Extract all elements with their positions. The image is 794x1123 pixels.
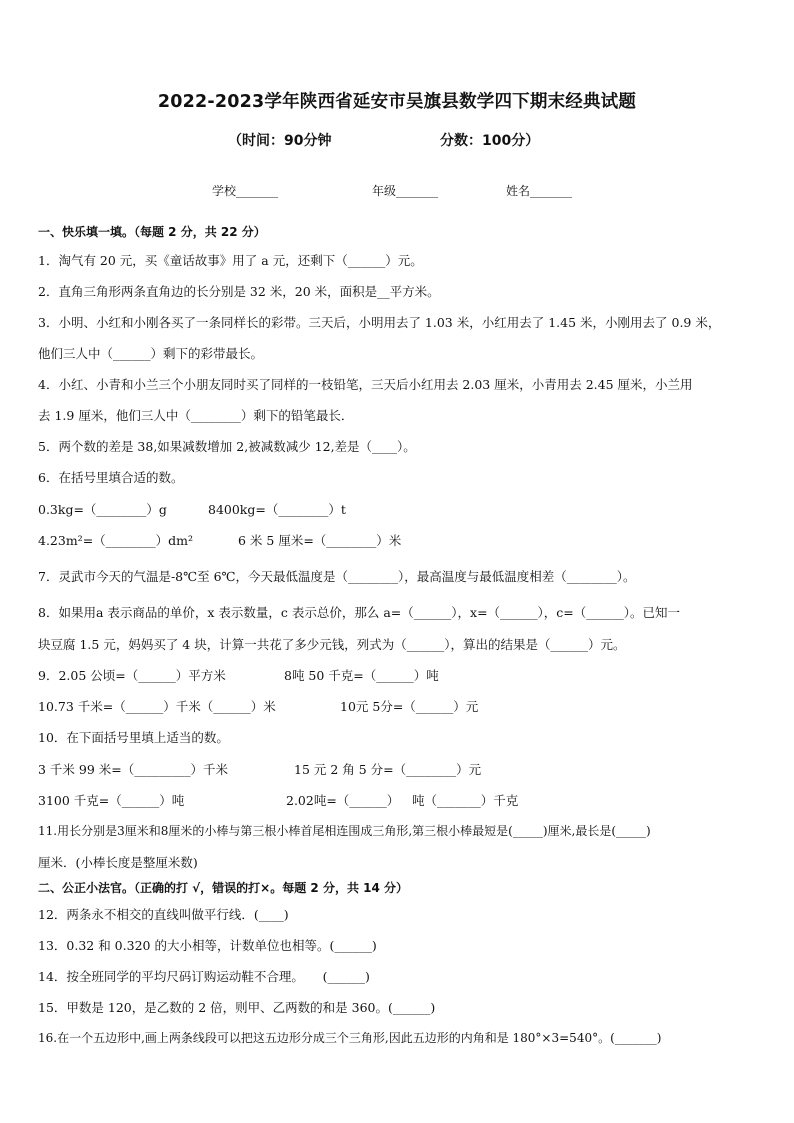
- question-14: 14．按全班同学的平均尺码订购运动鞋不合理。 (______): [38, 969, 370, 984]
- question-11-cont: 厘米．(小棒长度是整厘米数): [38, 855, 198, 870]
- question-10-item-3: 3100 千克=（______）吨: [38, 793, 185, 808]
- question-9-item-2: 8吨 50 千克=（______）吨: [284, 668, 439, 683]
- question-11: 11.用长分别是3厘米和8厘米的小棒与第三根小棒首尾相连围成三角形,第三根小棒最短是(_____)厘米,最长是(_____): [38, 824, 651, 838]
- question-7: 7．灵武市今天的气温是-8℃至 6℃，今天最低温度是（________），最高温度与最低温度相差（________）。: [38, 569, 636, 584]
- question-13: 13．0.32 和 0.320 的大小相等，计数单位也相等。(______): [38, 938, 377, 953]
- question-6-item-1: 0.3kg=（________）g: [38, 502, 167, 517]
- question-3: 3．小明、小红和小刚各买了一条同样长的彩带。三天后，小明用去了 1.03 米，小红用去了 1.45 米，小刚用去了 0.9 米，: [38, 315, 721, 330]
- question-4-cont: 去 1.9 厘米，他们三人中（________）剩下的铅笔最长．: [38, 408, 354, 423]
- question-10-item-5: 吨（_______）千克: [412, 793, 519, 808]
- question-5: 5．两个数的差是 38,如果减数增加 2,被减数减少 12,差是（____）。: [38, 439, 416, 454]
- question-9-item-1: 9．2.05 公顷=（______）平方米: [38, 668, 226, 683]
- question-10-item-1: 3 千米 99 米=（_________）千米: [38, 762, 229, 777]
- page-title: 2022-2023学年陕西省延安市吴旗县数学四下期末经典试题: [157, 92, 637, 112]
- question-3-cont: 他们三人中（______）剩下的彩带最长。: [38, 346, 264, 361]
- question-12: 12．两条永不相交的直线叫做平行线．(____): [38, 907, 289, 922]
- question-15: 15．甲数是 120，是乙数的 2 倍，则甲、乙两数的和是 360。(______): [38, 1000, 436, 1015]
- section-heading-2: 二、公正小法官。（正确的打 √，错误的打×。每题 2 分，共 14 分）: [38, 881, 408, 895]
- question-8: 8．如果用a 表示商品的单价，x 表示数量，c 表示总价，那么 a=（______），x=（______），c=（______）。已知一: [38, 605, 681, 620]
- question-16: 16.在一个五边形中,画上两条线段可以把这五边形分成三个三角形,因此五边形的内角和是 180°×3=540°。(_______): [38, 1031, 662, 1045]
- question-10-item-2: 15 元 2 角 5 分=（________）元: [294, 762, 482, 777]
- school-field[interactable]: 学校_______: [212, 184, 279, 198]
- question-1: 1．淘气有 20 元，买《童话故事》用了 a 元，还剩下（______）元。: [38, 253, 423, 268]
- question-6-item-2: 8400kg=（________）t: [208, 502, 346, 517]
- question-6-item-3: 4.23m²=（________）dm²: [38, 533, 194, 548]
- question-6-item-4: 6 米 5 厘米=（________）米: [238, 533, 402, 548]
- question-2: 2．直角三角形两条直角边的长分别是 32 米，20 米，面积是__平方米。: [38, 284, 440, 299]
- section-heading-1: 一、快乐填一填。（每题 2 分，共 22 分）: [38, 225, 266, 239]
- question-10: 10．在下面括号里填上适当的数。: [38, 730, 229, 745]
- total-score: 分数：100分）: [440, 133, 540, 149]
- name-field[interactable]: 姓名_______: [506, 184, 573, 198]
- question-9-item-3: 10.73 千米=（______）千米（______）米: [38, 699, 276, 714]
- question-8-cont: 块豆腐 1.5 元，妈妈买了 4 块，计算一共花了多少元钱，列式为（______），算出的结果是（______）元。: [38, 637, 626, 652]
- question-10-item-4: 2.02吨=（______）: [286, 793, 400, 808]
- grade-field[interactable]: 年级_______: [372, 184, 439, 198]
- question-9-item-4: 10元 5分=（______）元: [340, 699, 479, 714]
- question-4: 4．小红、小青和小兰三个小朋友同时买了同样的一枝铅笔，三天后小红用去 2.03 厘米，小青用去 2.45 厘米，小兰用: [38, 377, 693, 392]
- time-limit: （时间：90分钟: [228, 133, 332, 149]
- question-6: 6．在括号里填合适的数。: [38, 470, 184, 485]
